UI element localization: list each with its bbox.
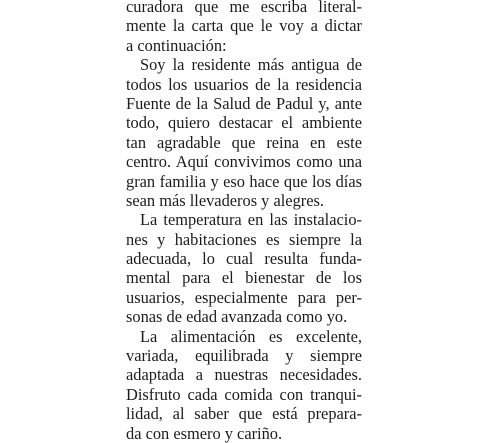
article-line: lidad, al saber que está prepara- — [126, 404, 362, 424]
article-line: da con esmero y cariño. — [126, 423, 283, 443]
article-line: gran familia y eso hace que los días — [126, 171, 362, 191]
article-line: sonas de edad avanzada como yo. — [126, 307, 348, 327]
article-line: sean más llevaderos y alegres. — [126, 190, 324, 210]
article-line: todos los usuarios de la residencia — [126, 74, 362, 94]
article-line: Soy la residente más antigua de — [140, 55, 362, 75]
article-line: curadora que me escriba literal- — [126, 0, 362, 16]
article-line: mental para el bienestar de los — [126, 268, 362, 288]
article-line: adecuada, lo cual resulta funda- — [126, 249, 362, 269]
article-line: todo, quiero destacar el ambiente — [126, 113, 362, 133]
article-line: Disfruto cada comida con tranqui- — [126, 384, 362, 404]
article-line: variada, equilibrada y siempre — [126, 346, 362, 366]
article-line: La alimentación es excelente, — [140, 326, 362, 346]
article-line: centro. Aquí convivimos como una — [126, 152, 362, 172]
article-line: usuarios, especialmente para per- — [126, 287, 362, 307]
article-line: La temperatura en las instalacio- — [140, 210, 362, 230]
article-line: adaptada a nuestras necesidades. — [126, 365, 362, 385]
article-line: tan agradable que reina en este — [126, 132, 362, 152]
article-line: Fuente de la Salud de Padul y, ante — [126, 93, 362, 113]
article-line: nes y habitaciones es siempre la — [126, 229, 362, 249]
article-line: mente la carta que le voy a dictar — [126, 16, 362, 36]
article-column — [126, 0, 362, 443]
article-line: a continuación: — [126, 35, 227, 55]
